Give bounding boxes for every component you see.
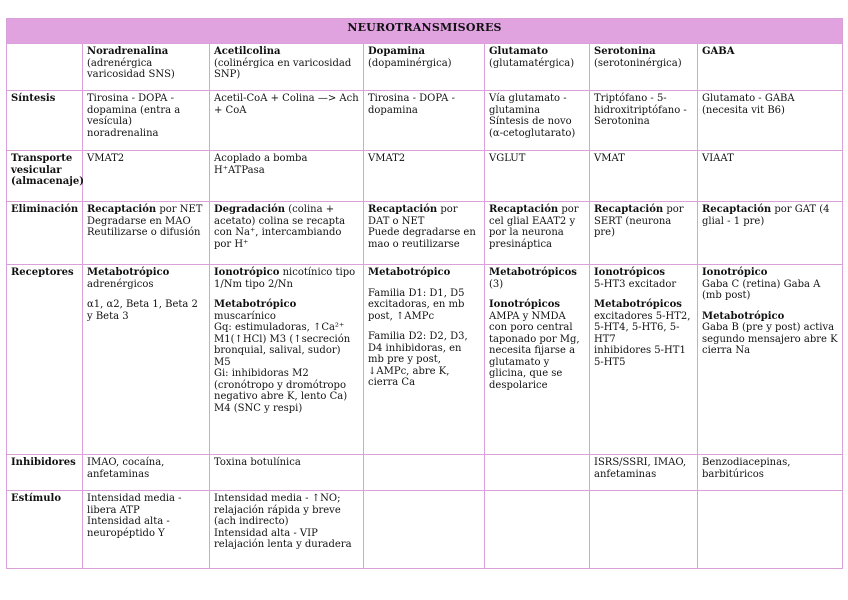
table-cell: Ionotrópico nicotínico tipo 1/Nm tipo 2/Nn Metabotrópico muscarínico Gq: estimuladoras, ↑Ca²⁺ M1(↑HCl) M3 (↑secreción bronquial, salival, sudor) M5 Gi: inhibidoras M2 (cronótropo y dromótropo negativo abre K, lento Ca) M4 (SNC y respi): [210, 265, 364, 455]
table-row-estimulo: [7, 491, 843, 569]
table-cell: Recaptación por SERT (neurona pre): [590, 202, 698, 265]
table-cell: VIAAT: [698, 151, 843, 202]
table-cell: Degradación (colina + acetato) colina se recapta con Na⁺, intercambiando por H⁺: [210, 202, 364, 265]
table-cell: Vía glutamato - glutamina Síntesis de novo (α-cetoglutarato): [485, 91, 590, 151]
table-cell: VGLUT: [485, 151, 590, 202]
corner-cell: [7, 44, 83, 91]
table-cell: Toxina botulínica: [210, 455, 364, 491]
table-cell: Recaptación por DAT o NET Puede degradarse en mao o reutilizarse: [364, 202, 485, 265]
table-cell: Triptófano - 5-hidroxitriptófano - Serotonina: [590, 91, 698, 151]
table-cell: Benzodiacepinas, barbitúricos: [698, 455, 843, 491]
table-cell: Intensidad media - libera ATP Intensidad alta - neuropéptido Y: [83, 491, 210, 569]
table-cell: Metabotrópicos (3) Ionotrópicos AMPA y NMDA con poro central taponado por Mg, necesita fijarse a glutamato y glicina, que se despolarice: [485, 265, 590, 455]
column-header: Dopamina (dopaminérgica): [364, 44, 485, 91]
table-row-sintesis: [7, 91, 843, 151]
table-row-transporte: [7, 151, 843, 202]
column-header: GABA: [698, 44, 843, 91]
table-cell: VMAT2: [364, 151, 485, 202]
table-cell: Recaptación por cel glial EAAT2 y por la neurona presináptica: [485, 202, 590, 265]
neurotransmitter-table-container: [6, 18, 842, 569]
table-cell: Recaptación por NET Degradarse en MAO Reutilizarse o difusión: [83, 202, 210, 265]
table-row-receptores: [7, 265, 843, 455]
table-cell: Ionotrópicos 5-HT3 excitador Metabotrópicos excitadores 5-HT2, 5-HT4, 5-HT6, 5-HT7 inhibidores 5-HT1 5-HT5: [590, 265, 698, 455]
table-cell: Glutamato - GABA (necesita vit B6): [698, 91, 843, 151]
table-cell: [364, 491, 485, 569]
table-cell: [698, 491, 843, 569]
row-label: Eliminación: [7, 202, 83, 265]
table-row-eliminacion: [7, 202, 843, 265]
header-row: [7, 44, 843, 91]
row-label: Transporte vesicular (almacenaje): [7, 151, 83, 202]
table-cell: Recaptación por GAT (4 glial - 1 pre): [698, 202, 843, 265]
row-label: Estímulo: [7, 491, 83, 569]
column-header: Serotonina (serotoninérgica): [590, 44, 698, 91]
table-title: NEUROTRANSMISORES: [7, 19, 843, 44]
table-cell: Metabotrópico adrenérgicos α1, α2, Beta 1, Beta 2 y Beta 3: [83, 265, 210, 455]
table-cell: [485, 455, 590, 491]
column-header: Noradrenalina (adrenérgica varicosidad SNS): [83, 44, 210, 91]
table-cell: Intensidad media - ↑NO; relajación rápida y breve (ach indirecto) Intensidad alta - VIP relajación lenta y duradera: [210, 491, 364, 569]
table-cell: ISRS/SSRI, IMAO, anfetaminas: [590, 455, 698, 491]
table-cell: Acoplado a bomba H⁺ATPasa: [210, 151, 364, 202]
column-header: Acetilcolina (colinérgica en varicosidad SNP): [210, 44, 364, 91]
row-label: Receptores: [7, 265, 83, 455]
table-cell: IMAO, cocaína, anfetaminas: [83, 455, 210, 491]
column-header: Glutamato (glutamatérgica): [485, 44, 590, 91]
table-cell: [590, 491, 698, 569]
table-cell: Metabotrópico Familia D1: D1, D5 excitadoras, en mb post, ↑AMPc Familia D2: D2, D3, D4 inhibidoras, en mb pre y post, ↓AMPc, abre K, cierra Ca: [364, 265, 485, 455]
table-row-inhibidores: [7, 455, 843, 491]
table-cell: Acetil-CoA + Colina —> Ach + CoA: [210, 91, 364, 151]
table-cell: Tirosina - DOPA - dopamina (entra a vesícula) noradrenalina: [83, 91, 210, 151]
table-cell: [364, 455, 485, 491]
table-cell: Ionotrópico Gaba C (retina) Gaba A (mb post) Metabotrópico Gaba B (pre y post) activa segundo mensajero abre K cierra Na: [698, 265, 843, 455]
table-cell: Tirosina - DOPA - dopamina: [364, 91, 485, 151]
table-cell: [485, 491, 590, 569]
table-cell: VMAT2: [83, 151, 210, 202]
neurotransmitter-table: [6, 18, 843, 569]
table-cell: VMAT: [590, 151, 698, 202]
row-label: Inhibidores: [7, 455, 83, 491]
row-label: Síntesis: [7, 91, 83, 151]
